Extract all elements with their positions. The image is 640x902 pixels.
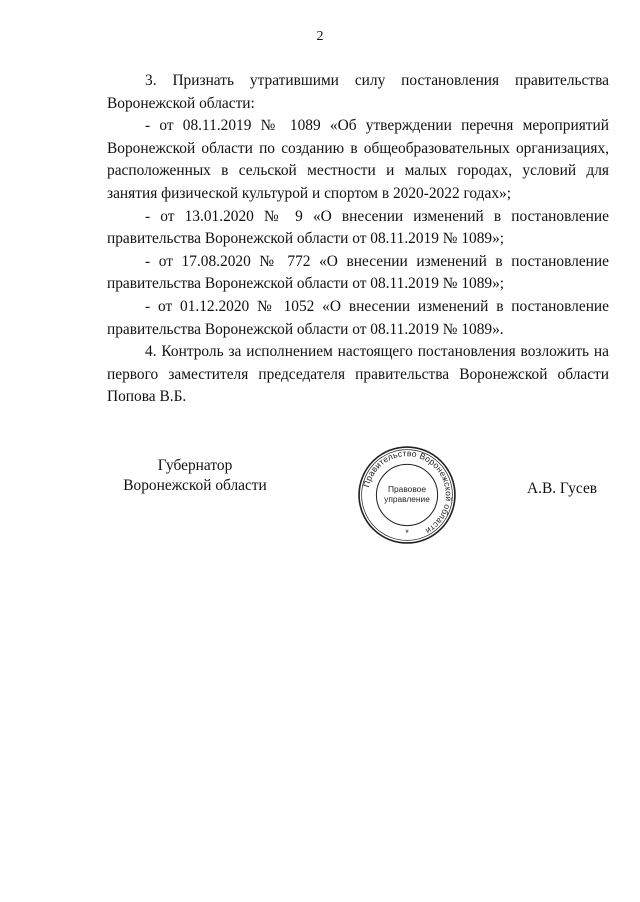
list-item-decree-1052: - от 01.12.2020 № 1052 «О внесении изменений в постановление правительства Воронежской области от 08.11.2019 № 1089».	[107, 297, 609, 338]
list-item-decree-1089: - от 08.11.2019 № 1089 «Об утверждении перечня мероприятий Воронежской области по созданию в общеобразовательных организациях, расположенных в сельской местности и малых городах, условий для занятия физической культурой и спортом в 2020-2022 годах»;	[107, 117, 609, 202]
signatory-name: А.В. Гусев	[527, 480, 598, 497]
official-seal-stamp	[356, 444, 458, 546]
list-item-decree-772: - от 17.08.2020 № 772 «О внесении изменений в постановление правительства Воронежской области от 08.11.2019 № 1089»;	[107, 252, 609, 293]
seal-star-icon: *	[405, 527, 409, 538]
document-body	[107, 70, 609, 409]
paragraph-item-3: 3. Признать утратившими силу постановления правительства Воронежской области:	[107, 72, 609, 112]
seal-inner-line1: Правовое	[388, 483, 426, 494]
signatory-title-line1: Губернатор	[157, 457, 233, 474]
signatory-title	[120, 456, 270, 496]
signatory-title-line2: Воронежской области	[123, 477, 267, 494]
page-number: 2	[316, 29, 324, 44]
paragraph-item-4: 4. Контроль за исполнением настоящего постановления возложить на первого заместителя председателя правительства Воронежской области Попова В.Б.	[107, 343, 609, 406]
seal-inner-line2: управление	[384, 494, 430, 505]
seal-outer-text: Правительство Воронежской области	[361, 448, 454, 537]
list-item-decree-9: - от 13.01.2020 № 9 «О внесении изменений в постановление правительства Воронежской области от 08.11.2019 № 1089»;	[107, 207, 609, 248]
